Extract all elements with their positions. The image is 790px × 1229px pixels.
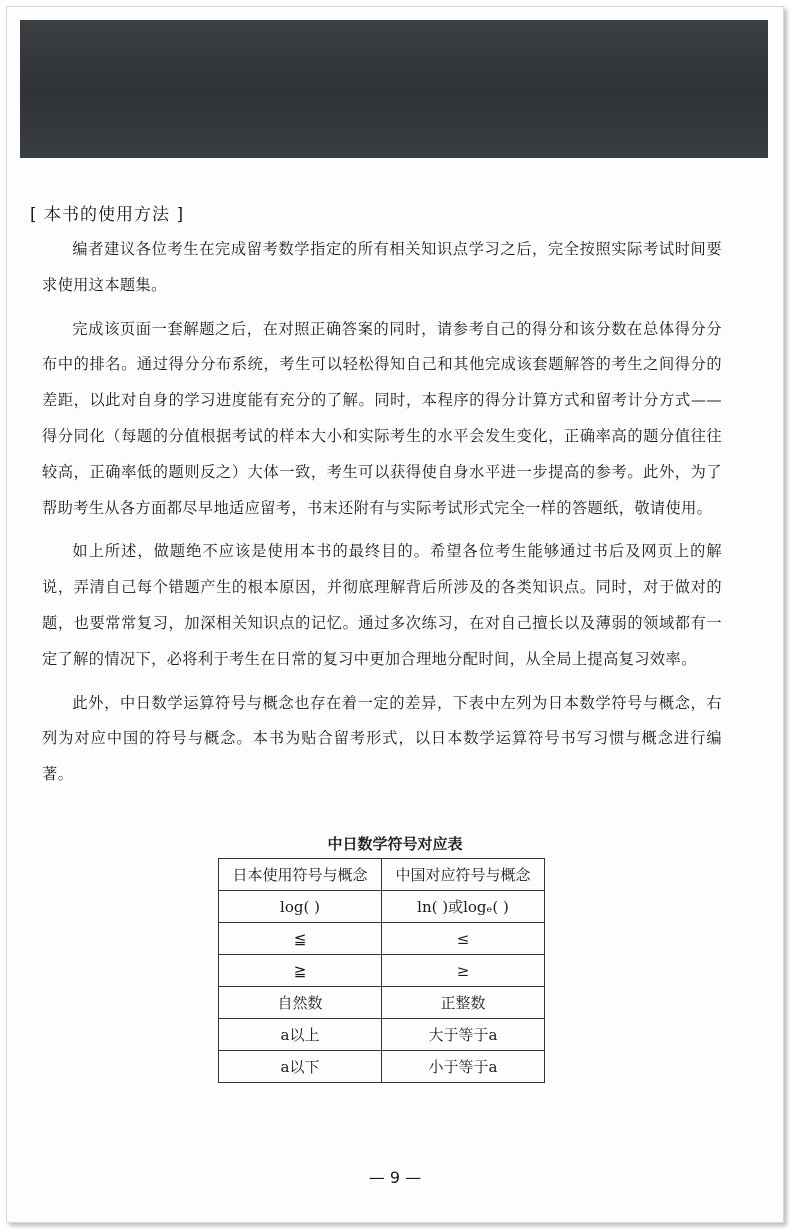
paragraph-4: 此外，中日数学运算符号与概念也存在着一定的差异，下表中左列为日本数学符号与概念，右列为对应中国的符号与概念。本书为贴合留考形式，以日本数学运算符号书写习惯与概念进行编著。	[42, 693, 722, 784]
cell-chinese: ln( )或logₑ( )	[382, 891, 545, 923]
page-number: — 9 —	[368, 1168, 422, 1187]
paragraph-2: 完成该页面一套解题之后，在对照正确答案的同时，请参考自己的得分和该分数在总体得分分布中的排名。通过得分分布系统，考生可以轻松得知自己和其他完成该套题解答的考生之间得分的差距，以此对自身的学习进度能有充分的了解。同时，本程序的得分计算方式和留考计分方式——得分同化（每题的分值根据考试的样本大小和实际考生的水平会发生变化，正确率高的题分值往往较高，正确率低的题则反之）大体一致，考生可以获得使自身水平进一步提高的参考。此外，为了帮助考生从各方面都尽早地适应留考，书末还附有与实际考试形式完全一样的答题纸，敬请使用。	[42, 319, 722, 517]
table-header-row	[219, 859, 545, 891]
table-row	[219, 891, 545, 923]
table-row	[219, 1019, 545, 1051]
cell-chinese: 小于等于a	[382, 1051, 545, 1083]
table-row	[219, 923, 545, 955]
paragraph-1: 编者建议各位考生在完成留考数学指定的所有相关知识点学习之后，完全按照实际考试时间要求使用这本题集。	[42, 240, 722, 294]
body-text	[42, 232, 722, 801]
table-caption: 中日数学符号对应表	[327, 835, 463, 853]
table-row	[219, 955, 545, 987]
header-chinese: 中国对应符号与概念	[382, 859, 545, 891]
table-row	[219, 1051, 545, 1083]
cell-japanese: a以上	[219, 1019, 382, 1051]
cell-chinese: ≤	[382, 923, 545, 955]
section-heading: [ 本书的使用方法 ]	[30, 205, 185, 225]
cell-chinese: 大于等于a	[382, 1019, 545, 1051]
symbol-table	[218, 858, 545, 1083]
header-banner	[20, 20, 768, 158]
table-row	[219, 987, 545, 1019]
cell-japanese: log( )	[219, 891, 382, 923]
cell-chinese: ≥	[382, 955, 545, 987]
cell-japanese: ≧	[219, 955, 382, 987]
cell-japanese: ≦	[219, 923, 382, 955]
header-japanese: 日本使用符号与概念	[219, 859, 382, 891]
cell-japanese: 自然数	[219, 987, 382, 1019]
cell-chinese: 正整数	[382, 987, 545, 1019]
paragraph-3: 如上所述，做题绝不应该是使用本书的最终目的。希望各位考生能够通过书后及网页上的解说，弄清自己每个错题产生的根本原因，并彻底理解背后所涉及的各类知识点。同时，对于做对的题，也要常常复习，加深相关知识点的记忆。通过多次练习，在对自己擅长以及薄弱的领域都有一定了解的情况下，必将利于考生在日常的复习中更加合理地分配时间，从全局上提高复习效率。	[42, 542, 722, 668]
cell-japanese: a以下	[219, 1051, 382, 1083]
